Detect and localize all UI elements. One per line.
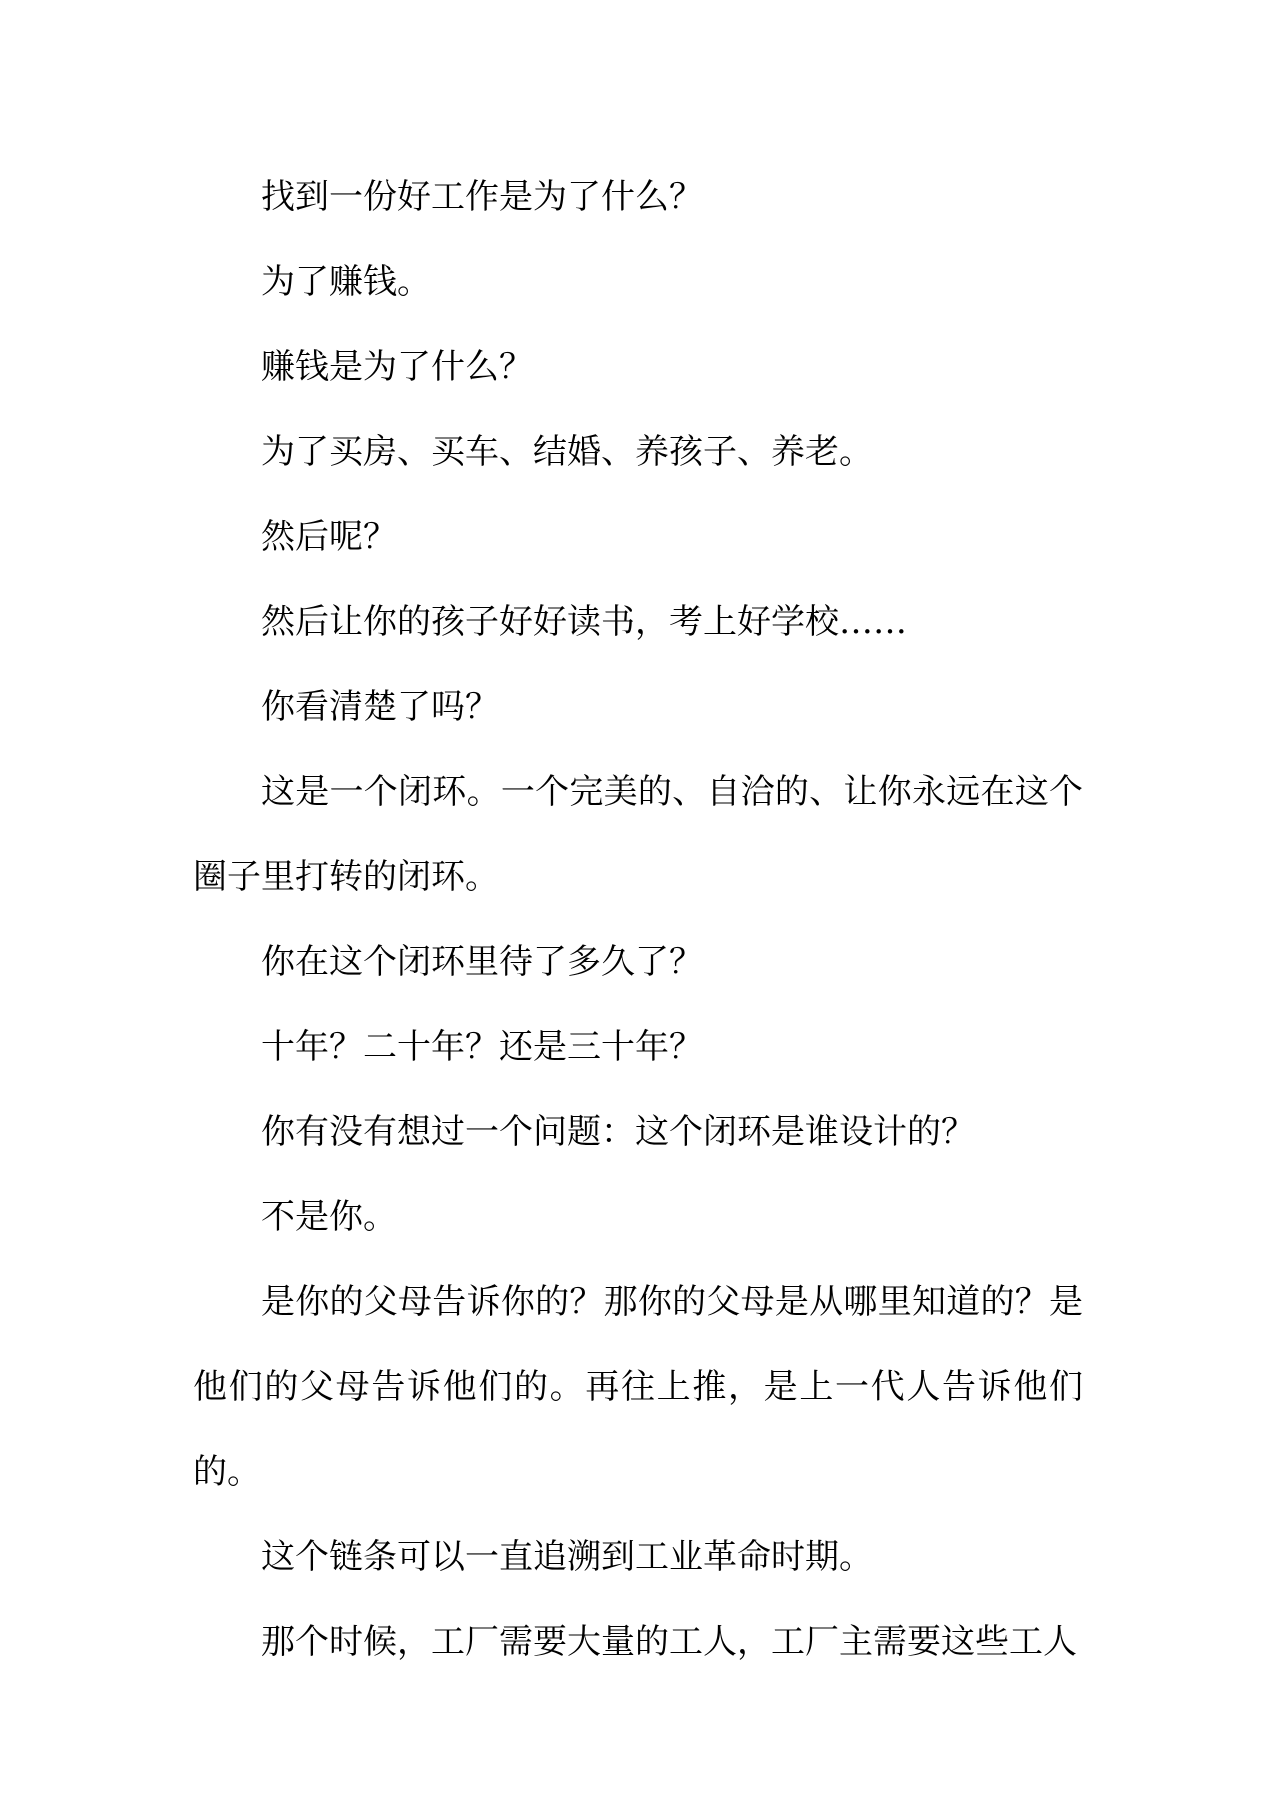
paragraph: 是你的父母告诉你的？那你的父母是从哪里知道的？是他们的父母告诉他们的。再往上推，是上一代人告诉他们的。 — [193, 1282, 1083, 1492]
paragraph: 赚钱是为了什么？ — [261, 347, 533, 387]
paragraph: 你在这个闭环里待了多久了？ — [261, 942, 703, 982]
paragraph: 你有没有想过一个问题：这个闭环是谁设计的？ — [261, 1112, 975, 1152]
paragraph: 这是一个闭环。一个完美的、自洽的、让你永远在这个圈子里打转的闭环。 — [193, 772, 1083, 897]
paragraph: 然后呢？ — [261, 517, 397, 557]
paragraph: 找到一份好工作是为了什么？ — [261, 177, 703, 217]
paragraph: 不是你。 — [261, 1197, 397, 1237]
paragraph: 你看清楚了吗？ — [261, 687, 499, 727]
paragraph: 为了赚钱。 — [261, 262, 431, 302]
paragraph: 十年？二十年？还是三十年？ — [261, 1027, 703, 1067]
paragraph: 然后让你的孩子好好读书，考上好学校…… — [261, 602, 907, 642]
paragraph: 这个链条可以一直追溯到工业革命时期。 — [261, 1537, 873, 1577]
paragraph: 为了买房、买车、结婚、养孩子、养老。 — [261, 432, 873, 472]
paragraph: 那个时候，工厂需要大量的工人，工厂主需要这些工人 — [261, 1622, 1077, 1662]
